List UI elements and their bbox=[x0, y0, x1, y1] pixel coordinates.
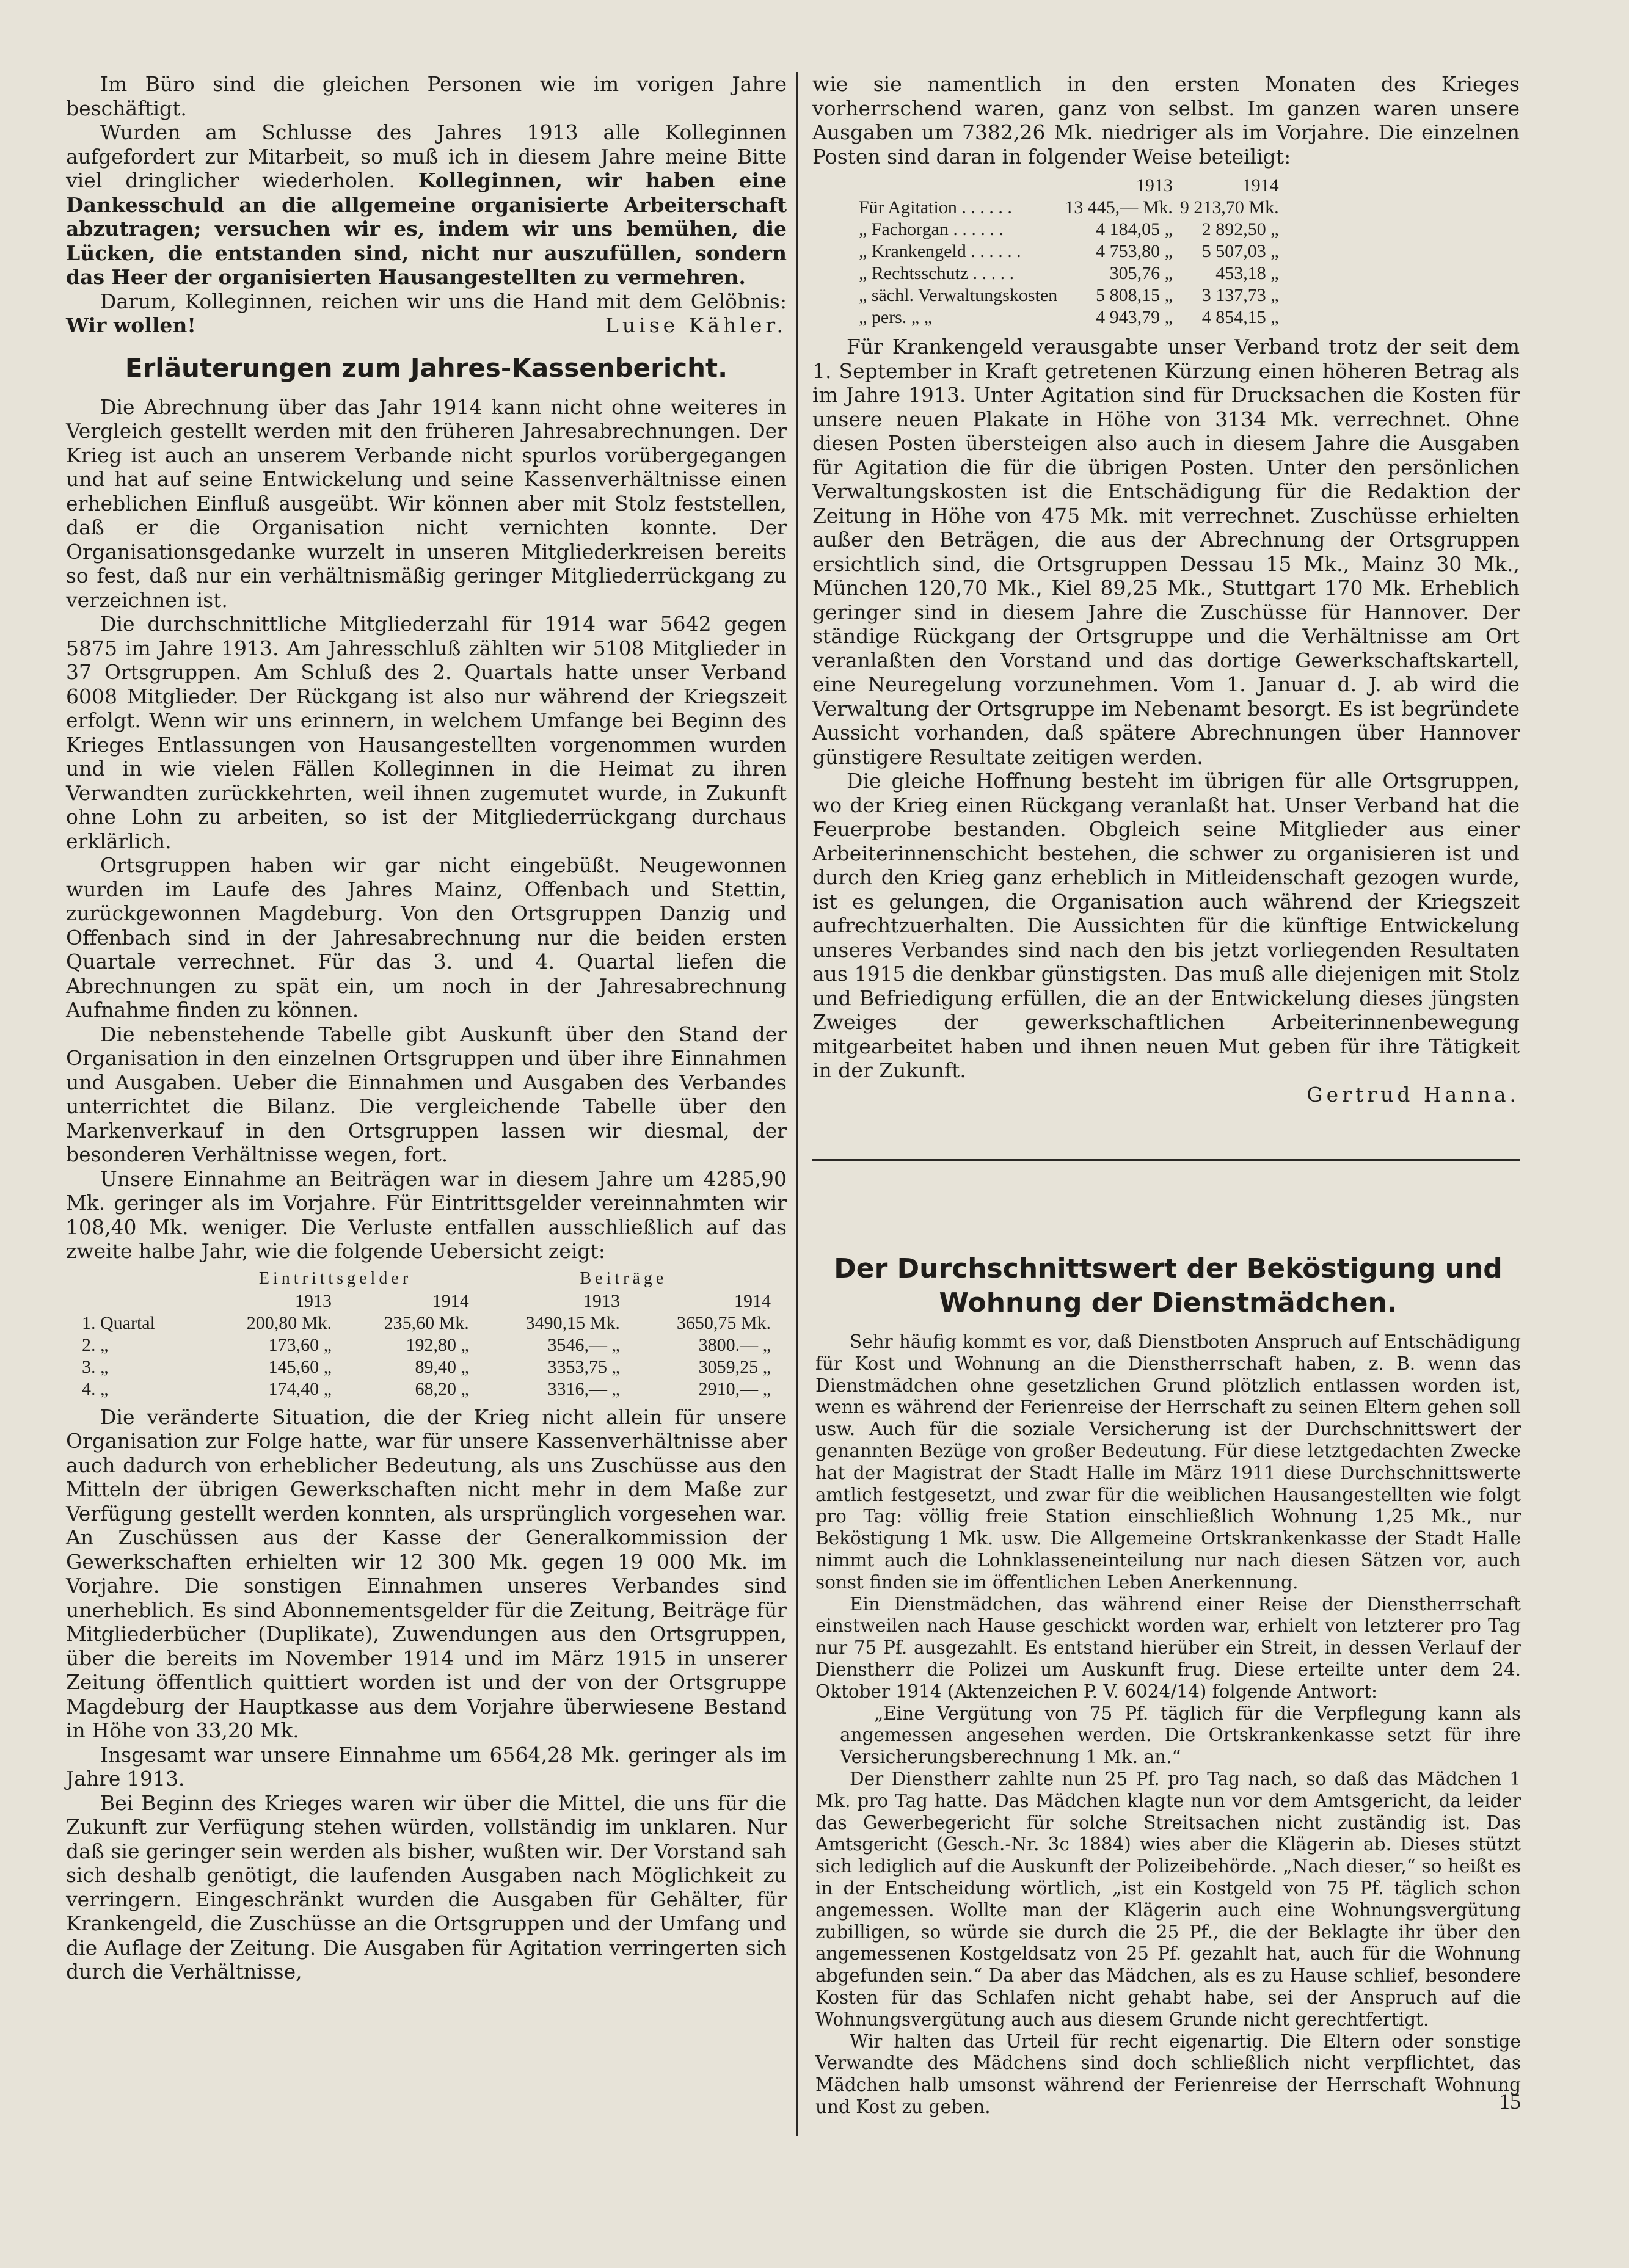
expense-table bbox=[855, 175, 1283, 329]
table-row bbox=[78, 1312, 774, 1334]
row-label: 4. „ bbox=[82, 1378, 109, 1399]
row-label: „ Rechtsschutz . . . . . bbox=[859, 263, 1015, 283]
quarter-table bbox=[78, 1267, 774, 1400]
closing-bold: Wir wollen! bbox=[66, 313, 196, 337]
year-header: 1914 bbox=[734, 1290, 771, 1311]
article-paragraph-1: Sehr häufig kommt es vor, daß Dienstboten Anspruch auf Entschädigung für Kost und Wohnung an die Dienstherrschaft haben, z. B. wenn das Dienstmädchen ohne gesetzlichen Grund plötzlich entlassen worden ist, wenn es während der Ferienreise der Herrschaft zu seinen Eltern gehen soll usw. Auch für die soziale Versicherung ist der Durchschnittswert der genannten Bezüge von großer Bedeutung. Für diese letztgedachten Zwecke hat der Magistrat der Stadt Halle im März 1911 diese Durchschnittswerte amtlich festgesetzt, und zwar für die weiblichen Hausangestellten wie folgt pro Tag: völlig freie Station einschließlich Wohnung 1,25 Mk., nur Beköstigung 1 Mk. usw. Die Allgemeine Ortskrankenkasse der Stadt Halle nimmt auch die Lohnklasseneinteilung nur nach diesen Sätzen vor, auch sonst finden sie im öffentlichen Leben Anerkennung. bbox=[815, 1331, 1521, 1593]
signature-hanna-line bbox=[812, 1083, 1520, 1107]
appeal-bold-text: Kolleginnen, wir haben eine Dankesschuld an die allgemeine organisierte Arbeiterschaft abzutragen; versuchen wir es, indem wir uns bemühen, die Lücken, die entstanden sind, nicht nur auszufüllen, sondern das Heer der organisierten Hausangestellten zu vermehren. bbox=[66, 169, 787, 289]
right-opening: wie sie namentlich in den ersten Monaten des Krieges vorherrschend waren, ganz von selbst. Im ganzen waren unsere Ausgaben um 7382,26 Mk. niedriger als im Vorjahre. Die einzelnen Posten sind daran in folgender Weise beteiligt: bbox=[812, 72, 1520, 169]
closing-paragraph bbox=[66, 289, 787, 338]
section-heading-kassenbericht: Erläuterungen zum Jahres-Kassenbericht. bbox=[125, 352, 728, 383]
table-row bbox=[78, 1356, 774, 1378]
cell: 305,76 „ bbox=[1109, 263, 1173, 283]
column-divider bbox=[796, 72, 798, 2136]
cell: 5 507,03 „ bbox=[1201, 241, 1279, 261]
cell: 453,18 „ bbox=[1215, 263, 1279, 283]
cell: 145,60 „ bbox=[268, 1356, 332, 1377]
page-number: 15 bbox=[1499, 2089, 1521, 2114]
paragraph-6: Die veränderte Situation, die der Krieg nicht allein für unsere Organisation zur Folge hatte, war für unsere Kassenverhältnisse aber auch dadurch von erheblicher Bedeutung, als uns Zuschüsse aus den Mitteln der übrigen Gewerkschaften nicht mehr in dem Maße zur Verfügung gestellt werden konnten, als ursprünglich vorgesehen war. An Zuschüssen aus der Kasse der Generalkommission der Gewerkschaften erhielten wir 12 300 Mk. gegen 19 000 Mk. im Vorjahre. Die sonstigen Einnahmen unseres Verbandes sind unerheblich. Es sind Abonnementsgelder für die Zeitung, Beiträge für Mitgliederbücher (Duplikate), Zuwendungen aus den Ortsgruppen, über die bereits im November 1914 und im März 1915 in unserer Zeitung öffentlich quittiert worden ist und der von der Ortsgruppe Magdeburg der Hauptkasse aus dem Vorjahre überwiesene Bestand in Höhe von 33,20 Mk. bbox=[66, 1405, 787, 1742]
row-label: „ pers. „ „ bbox=[859, 307, 932, 327]
cell: 3316,— „ bbox=[547, 1378, 620, 1399]
table-row bbox=[855, 241, 1283, 263]
paragraph-2: Die durchschnittliche Mitgliederzahl für 1914 war 5642 gegen 5875 im Jahre 1913. Am Jahresschluß zählten wir 5108 Mitglieder in 37 Ortsgruppen. Am Schluß des 2. Quartals hatte unser Verband 6008 Mitglieder. Der Rückgang ist also nur während der Kriegszeit erfolgt. Wenn wir uns erinnern, in welchem Umfange bei Beginn des Krieges Entlassungen von Hausangestellten vorgenommen wurden und in wie vielen Fällen Kolleginnen in die Heimat zu ihren Verwandten zurückkehrten, weil ihnen zugemutet wurde, in Zukunft ohne Lohn zu arbeiten, so ist der Mitgliederrückgang durchaus erklärlich. bbox=[66, 612, 787, 853]
cell: 192,80 „ bbox=[406, 1334, 469, 1355]
table-row bbox=[855, 263, 1283, 285]
year-header: 1914 bbox=[432, 1290, 469, 1311]
table-row bbox=[855, 285, 1283, 307]
year-header: 1913 bbox=[1135, 175, 1173, 195]
signature-hanna: Gertrud Hanna. bbox=[1306, 1082, 1520, 1107]
cell: 2910,— „ bbox=[698, 1378, 771, 1399]
row-label: „ Krankengeld . . . . . . bbox=[859, 241, 1021, 261]
table-row bbox=[855, 197, 1283, 219]
table-row bbox=[78, 1378, 774, 1400]
row-label: „ Fachorgan . . . . . . bbox=[859, 219, 1004, 239]
right-column bbox=[812, 72, 1520, 1107]
cell: 9 213,70 Mk. bbox=[1179, 197, 1279, 217]
cell: 3059,25 „ bbox=[698, 1356, 771, 1377]
left-column bbox=[66, 72, 787, 1984]
closing-text: Darum, Kolleginnen, reichen wir uns die Hand mit dem Gelöbnis: bbox=[100, 289, 787, 313]
intro-paragraph-1: Im Büro sind die gleichen Personen wie im vorigen Jahre beschäftigt. bbox=[66, 72, 787, 120]
paragraph-7: Insgesamt war unsere Einnahme um 6564,28 Mk. geringer als im Jahre 1913. bbox=[66, 1742, 787, 1790]
paragraph-1: Die Abrechnung über das Jahr 1914 kann nicht ohne weiteres in Vergleich gestellt werden mit den früheren Jahresabrechnungen. Der Krieg ist auch an unserem Verbande nicht spurlos vorübergegangen und hat auf seine Entwickelung und seine Kassenverhältnisse einen erheblichen Einfluß ausgeübt. Wir können aber mit Stolz feststellen, daß er die Organisation nicht vernichten konnte. Der Organisationsgedanke wurzelt in unseren Mitgliederkreisen bereits so fest, daß nur ein verhältnismäßig geringer Mitgliederrückgang zu verzeichnen ist. bbox=[66, 394, 787, 612]
cell: 5 808,15 „ bbox=[1096, 285, 1173, 305]
article-heading: Der Durchschnittswert der Beköstigung und Wohnung der Dienstmädchen. bbox=[834, 1253, 1503, 1318]
article-paragraph-2: Ein Dienstmädchen, das während einer Reise der Dienstherrschaft einstweilen nach Hause geschickt worden war, erhielt von letzterer pro Tag nur 75 Pf. ausgezahlt. Es entstand hierüber ein Streit, in dessen Verlauf der Dienstherr die Polizei um Auskunft frug. Diese erteilte unter dem 24. Oktober 1914 (Aktenzeichen P. V. 6024/14) folgende Antwort: bbox=[815, 1593, 1521, 1702]
paragraph-4: Die nebenstehende Tabelle gibt Auskunft über den Stand der Organisation in den einzelnen Ortsgruppen und über ihre Einnahmen und Ausgaben. Ueber die Einnahmen und Ausgaben des Verbandes unterrichtet die Bilanz. Die vergleichende Tabelle über den Markenverkauf in den Ortsgruppen lassen wir diesmal, der besonderen Verhältnisse wegen, fort. bbox=[66, 1022, 787, 1166]
section-divider bbox=[812, 1159, 1520, 1161]
table-row bbox=[78, 1334, 774, 1356]
cell: 3490,15 Mk. bbox=[525, 1312, 620, 1333]
cell: 4 753,80 „ bbox=[1096, 241, 1173, 261]
cell: 3353,75 „ bbox=[547, 1356, 620, 1377]
year-header: 1913 bbox=[583, 1290, 620, 1311]
paragraph-3: Ortsgruppen haben wir gar nicht eingebüßt. Neugewonnen wurden im Laufe des Jahres Mainz, Offenbach und Stettin, zurückgewonnen Magdeburg. Von den Ortsgruppen Danzig und Offenbach sind in der Jahresabrechnung nur die beiden ersten Quartale verrechnet. Für das 3. und 4. Quartal liefen die Abrechnungen zu spät ein, um noch in der Jahresabrechnung Aufnahme finden zu können. bbox=[66, 853, 787, 1022]
cell: 13 445,— Mk. bbox=[1065, 197, 1173, 217]
right-paragraph-1: Für Krankengeld verausgabte unser Verband trotz der seit dem 1. September in Kraft getretenen Kürzung einen höheren Betrag als im Jahre 1913. Unter Agitation sind für Drucksachen die Kosten für unsere neuen Plakate in Höhe von 3134 Mk. verrechnet. Ohne diesen Posten übersteigen also auch in diesem Jahre die Ausgaben für Agitation die für die übrigen Posten. Unter den persönlichen Verwaltungskosten ist die Entschädigung für die Redaktion der Zeitung in Höhe von 475 Mk. mit verrechnet. Zuschüsse erhielten außer den Beträgen, die aus der Abrechnung der Ortsgruppen ersichtlich sind, die Ortsgruppen Dessau 15 Mk., Mainz 30 Mk., München 120,70 Mk., Kiel 89,25 Mk., Stuttgart 170 Mk. Erheblich geringer sind in diesem Jahre die Zuschüsse für Hannover. Der ständige Rückgang der Ortsgruppe und die Verhältnisse am Ort veranlaßten den Vorstand und das dortige Gewerkschaftskartell, eine Neuregelung vorzunehmen. Vom 1. Januar d. J. ab wird die Verwaltung der Ortsgruppe im Nebenamt besorgt. Es ist begründete Aussicht vorhanden, daß spätere Abrechnungen über Hannover günstigere Resultate zeitigen werden. bbox=[812, 335, 1520, 769]
cell: 235,60 Mk. bbox=[384, 1312, 469, 1333]
cell: 3800.— „ bbox=[698, 1334, 771, 1355]
year-header: 1914 bbox=[1242, 175, 1279, 195]
cell: 4 854,15 „ bbox=[1201, 307, 1279, 327]
article-paragraph-4: Wir halten das Urteil für recht eigenartig. Die Eltern oder sonstige Verwandte des Mädchens sind doch schließlich nicht verpflichtet, das Mädchen halb umsonst während der Ferienreise der Herrschaft Wohnung und Kost zu geben. bbox=[815, 2030, 1521, 2117]
cell: 4 943,79 „ bbox=[1096, 307, 1173, 327]
article-paragraph-3: Der Dienstherr zahlte nun 25 Pf. pro Tag nach, so daß das Mädchen 1 Mk. pro Tag hatte. Das Mädchen klagte nun vor dem Amtsgericht, da leider das Gewerbegericht für solche Streitsachen nicht zuständig ist. Das Amtsgericht (Gesch.-Nr. 3c 1884) wies aber die Klägerin ab. Dieses stützt sich lediglich auf die Auskunft der Polizeibehörde. „Nach dieser,“ so heißt es in der Entscheidung wörtlich, „ist ein Kostgeld von 75 Pf. täglich schon angemessen. Wollte man der Klägerin auch eine Wohnungsvergütung zubilligen, so würde sie durch die 25 Pf., die der Beklagte ihr über den angemessenen Kostgeldsatz von 25 Pf. gezahlt hat, auch für die Wohnung abgefunden sein.“ Da aber das Mädchen, als es zu Hause schlief, besondere Kosten für das Schlafen nicht gehabt habe, sei der Anspruch auf die Wohnungsvergütung auch aus diesem Grunde nicht gerechtfertigt. bbox=[815, 1768, 1521, 2030]
article-quote: „Eine Vergütung von 75 Pf. täglich für die Verpflegung kann als angemessen angesehen werden. Die Ortskrankenkasse setzt für ihre Versicherungsberechnung 1 Mk. an.“ bbox=[840, 1703, 1521, 1768]
year-header: 1913 bbox=[294, 1290, 332, 1311]
row-label: 2. „ bbox=[82, 1334, 109, 1355]
row-label: 3. „ bbox=[82, 1356, 109, 1377]
article-dienstmaedchen bbox=[815, 1252, 1521, 2118]
cell: 174,40 „ bbox=[268, 1378, 332, 1399]
cell: 89,40 „ bbox=[415, 1356, 469, 1377]
header-eintrittsgelder: Eintrittsgelder bbox=[258, 1268, 412, 1288]
cell: 68,20 „ bbox=[415, 1378, 469, 1399]
cell: 3650,75 Mk. bbox=[676, 1312, 771, 1333]
table-row bbox=[855, 307, 1283, 329]
cell: 3 137,73 „ bbox=[1201, 285, 1279, 305]
intro-paragraph-2: Wurden am Schlusse des Jahres 1913 alle Kolleginnen aufgefordert zur Mitarbeit, so muß ich in diesem Jahre meine Bitte viel dringlicher wiederholen. bbox=[66, 120, 787, 192]
signature-kaehler: Luise Kähler. bbox=[605, 313, 787, 337]
cell: 3546,— „ bbox=[547, 1334, 620, 1355]
cell: 200,80 Mk. bbox=[246, 1312, 332, 1333]
paragraph-5: Unsere Einnahme an Beiträgen war in diesem Jahre um 4285,90 Mk. geringer als im Vorjahre. Für Eintrittsgelder vereinnahmten wir 108,40 Mk. weniger. Die Verluste entfallen ausschließlich auf das zweite halbe Jahr, wie die folgende Uebersicht zeigt: bbox=[66, 1166, 787, 1263]
appeal-paragraph bbox=[66, 120, 787, 289]
row-label: „ sächl. Verwaltungskosten bbox=[859, 285, 1058, 305]
row-label: 1. Quartal bbox=[82, 1312, 155, 1333]
right-paragraph-2: Die gleiche Hoffnung besteht im übrigen für alle Ortsgruppen, wo der Krieg einen Rückgang veranlaßt hat. Unser Verband hat die Feuerprobe bestanden. Obgleich seine Mitglieder aus einer Arbeiterinnenschicht bestehen, die schwer zu organisieren ist und durch den Krieg ganz erheblich in Mitleidenschaft gezogen wurde, ist es gelungen, die Organisation auch während der Kriegszeit aufrechtzuerhalten. Die Aussichten für die künftige Entwickelung unseres Verbandes sind nach den bis jetzt vorliegenden Resultaten aus 1915 die denkbar günstigsten. Das muß alle diejenigen mit Stolz und Befriedigung erfüllen, die an der Entwickelung dieses jüngsten Zweiges der gewerkschaftlichen Arbeiterinnenbewegung mitgearbeitet haben und ihnen neuen Mut geben für ihre Tätigkeit in der Zukunft. bbox=[812, 769, 1520, 1082]
cell: 4 184,05 „ bbox=[1096, 219, 1173, 239]
cell: 2 892,50 „ bbox=[1201, 219, 1279, 239]
row-label: Für Agitation . . . . . . bbox=[859, 197, 1012, 217]
table-row bbox=[855, 219, 1283, 241]
paragraph-8: Bei Beginn des Krieges waren wir über die Mittel, die uns für die Zukunft zur Verfügung stehen würden, vollständig im unklaren. Nur daß sie geringer sein werden als bisher, wußten wir. Der Vorstand sah sich deshalb genötigt, die laufenden Ausgaben nach Möglichkeit zu verringern. Eingeschränkt wurden die Ausgaben für Gehälter, für Krankengeld, die Zuschüsse an die Ortsgruppen und der Umfang und die Auflage der Zeitung. Die Ausgaben für Agitation verringerten sich durch die Verhältnisse, bbox=[66, 1790, 787, 1983]
header-beitraege: Beiträge bbox=[580, 1268, 668, 1288]
cell: 173,60 „ bbox=[268, 1334, 332, 1355]
